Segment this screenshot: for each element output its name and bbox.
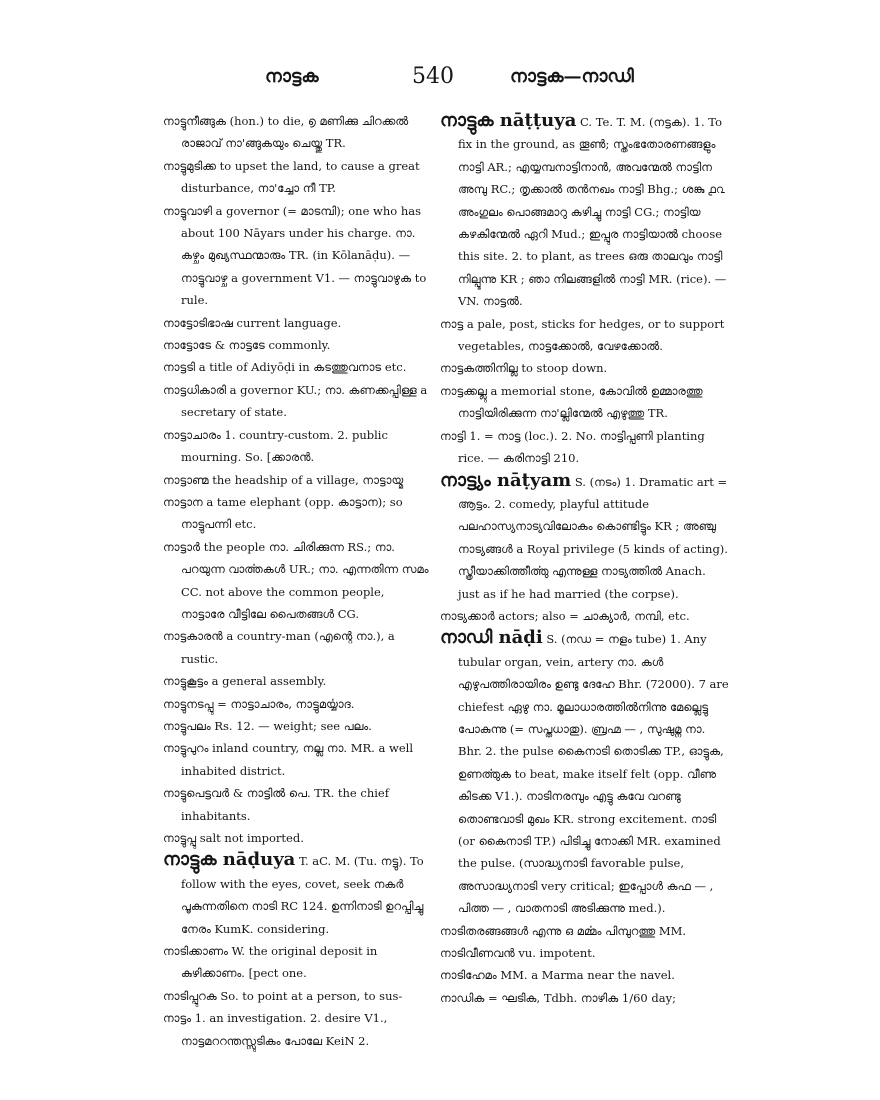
dictionary-entry bbox=[163, 469, 431, 491]
entry-text: നാട്ടകത്തിനില്ല to stoop down. bbox=[440, 361, 608, 376]
dictionary-entry bbox=[163, 356, 431, 378]
dictionary-entry bbox=[163, 715, 431, 737]
entry-text: നാട്ടകാരൻ a country-man (എന്റെ നാ.), a rustic. bbox=[163, 629, 395, 666]
dictionary-entry bbox=[163, 536, 431, 626]
entry-text: നാടിഹേമം MM. a Marma near the navel. bbox=[440, 968, 675, 983]
dictionary-entry bbox=[440, 313, 730, 358]
dictionary-entry bbox=[163, 985, 431, 1007]
dictionary-entry bbox=[163, 827, 431, 849]
entry-text: നാട്ടുപെട്ടവർ & നാട്ടിൽ പെ. TR. the chief inhabitants. bbox=[163, 786, 389, 823]
dictionary-entry bbox=[163, 334, 431, 356]
entry-text: T. aC. M. (Tu. നട്ടു). To follow with the eyes, covet, seek നകർ പൂകുന്നതിനെ നാടി RC 124. ഉന്നിനാടി ഉറപ്പിച്ചു നേരം KumK. considering. bbox=[181, 854, 424, 936]
entry-text: നാട്ടക്കല്ലു a memorial stone, കോവിൽ ഉമ്മാരത്തു നാട്ടിയിരിക്കുന്ന നാ'ല്ലിന്മേൽ എഴുത്തു TR. bbox=[440, 383, 703, 421]
dictionary-entry bbox=[440, 470, 730, 605]
entry-headword: നാട്ട്യം nāṭyam bbox=[440, 469, 572, 491]
dictionary-entry bbox=[440, 627, 730, 919]
dictionary-entry bbox=[163, 200, 431, 312]
entry-text: നാഡിക = ഘടിക, Tdbh. നാഴിക 1/60 day; bbox=[440, 990, 676, 1005]
dictionary-entry bbox=[163, 849, 431, 940]
dictionary-entry bbox=[440, 920, 730, 942]
entry-headword: നാഡി nāḍi bbox=[440, 627, 543, 649]
dictionary-entry bbox=[163, 940, 431, 985]
dictionary-entry bbox=[163, 312, 431, 334]
right-column bbox=[440, 110, 730, 1009]
entry-text: നാട്ടാർ the people നാ. ചിരിക്കുന്ന RS.; നാ. പറയുന്ന വാൎത്തകൾ UR.; നാ. എന്നതിന്ന സമം CC. not above the common people, നാട്ടാരേ വീട്ടിലേ പൈതങ്ങൾ CG. bbox=[163, 539, 429, 621]
dictionary-entry bbox=[440, 357, 730, 379]
dictionary-entry bbox=[163, 110, 431, 155]
entry-text: നാടിപ്പുറക So. to point at a person, to sus- bbox=[163, 988, 403, 1003]
dictionary-entry bbox=[163, 424, 431, 469]
dictionary-entry bbox=[163, 693, 431, 715]
entry-text: നാടിവീണവൻ vu. impotent. bbox=[440, 946, 596, 961]
dictionary-entry bbox=[163, 379, 431, 424]
dictionary-entry bbox=[163, 155, 431, 200]
dictionary-entry bbox=[440, 425, 730, 470]
entry-text: നാട്ടാണ്മ the headship of a village, നാട്ടായ്മ bbox=[163, 472, 404, 487]
entry-text: നാട്ടധികാരി a governor KU.; നാ. കണക്കപ്പിള്ള a secretary of state. bbox=[163, 382, 428, 420]
entry-text: നാടിക്കാണം W. the original deposit in കുഴിക്കാണം. [pect one. bbox=[163, 944, 378, 981]
dictionary-entry bbox=[163, 491, 431, 536]
entry-headword: നാട്ടുക nāḍuya bbox=[163, 849, 296, 871]
dictionary-entry bbox=[163, 670, 431, 692]
entry-text: നാട്ടുമുടിക്ക to upset the land, to cause a great disturbance, നാ'ച്ചോ നീ TP. bbox=[163, 158, 420, 196]
dictionary-entry bbox=[440, 987, 730, 1009]
entry-text: നാട്ടോടേ & നാട്ടടേ commonly. bbox=[163, 338, 331, 353]
entry-text: നാട്ടടി a title of Adiyōḍi in കടത്തുവനാട etc. bbox=[163, 360, 407, 375]
page-header bbox=[150, 64, 750, 94]
left-column bbox=[163, 110, 431, 1052]
entry-text: നാട്ടുനടപ്പു = നാട്ടാചാരം, നാട്ടുമൎയ്യാദ. bbox=[163, 696, 355, 711]
page-number: 540 bbox=[412, 64, 454, 89]
entry-text: നാട്ടാചാരം 1. country-custom. 2. public mourning. So. [ക്കാരൻ. bbox=[163, 427, 388, 465]
entry-text: നാടിതരങ്ങങ്ങൾ എന്നു ഒ മൎമ്മം പിമ്പുറത്തു MM. bbox=[440, 923, 687, 938]
entry-text: നാട്ടുപലം Rs. 12. — weight; see പലം. bbox=[163, 718, 372, 733]
entry-text: നാട്യക്കാർ actors; also = ചാക്യാർ, നമ്പി, etc. bbox=[440, 608, 690, 623]
entry-text: S. (നടം) 1. Dramatic art = ആട്ടം. 2. comedy, playful attitude പലഹാസ്യനാട്യവിലോകം കൊണ്ടിട്ടും KR ; അഞ്ചു നാട്യങ്ങൾ a Royal privilege (5 kinds of acting). സ്ത്രീയാക്കിത്തീൎത്തു എന്നുള്ള നാട്യത്തിൽ Anach. just as if he had married (the corpse). bbox=[458, 474, 728, 601]
entry-text: നാട്ട a pale, post, sticks for hedges, or to support vegetables, നാട്ടക്കോൽ, വേഴക്കോൽ. bbox=[440, 316, 725, 354]
entry-text: നാട്ടി 1. = നാട്ട (loc.). 2. No. നാട്ടിപ്പണി planting rice. — കരിനാട്ടി 210. bbox=[440, 428, 705, 466]
dictionary-entry bbox=[440, 110, 730, 313]
entry-text: നാട്ടുവാഴി a governor (= മാടമ്പി); one who has about 100 Nāyars under his charge. നാ. കഴ്ചം മുഖ്യസ്ഥന്മാരും TR. (in Kōlanāḍu). — നാട്ടുവാഴ്ച a government V1. — നാട്ടുവാഴുക to rule. bbox=[163, 203, 427, 308]
entry-text: നാട്ടാന a tame elephant (opp. കാട്ടാന); so നാട്ടുപന്നി etc. bbox=[163, 494, 403, 532]
entry-text: S. (നഡ = നളം tube) 1. Any tubular organ, vein, artery നാ. കൾ എഴുപത്തിരായിരം ഉണ്ടു ദേഹേ Bhr. (72000). 7 are chiefest ഏഴു നാ. മൂലാധാരത്തിൽനിന്നു മേല്ലെട്ടു പോകുന്നു (= സപ്തധാതു). ബ്രഹ്മ — , സുഷുമ്ന നാ. Bhr. 2. the pulse കൈനാടി തൊടിക്ക TP., ഓട്ടുക, ഉണൎത്തുക to beat, make itself felt (opp. വീണു കിടക്ക V1.). നാടിനരമ്പും എട്ടു കവേ വറണ്ടു തൊണ്ടവാടി മുഖം KR. strong excitement. നാടി (or കൈനാടി TP.) പിടിച്ചു നോക്കി MR. examined the pulse. (സാദ്ധ്യനാടി favorable pulse, അസാദ്ധ്യനാടി very critical; ഇപ്പോൾ കഫ — , പിത്ത — , വാതനാടി അടിക്കുന്നു med.). bbox=[458, 632, 729, 916]
dictionary-entry bbox=[440, 942, 730, 964]
dictionary-entry bbox=[163, 1007, 431, 1052]
dictionary-entry bbox=[163, 737, 431, 782]
entry-headword: നാട്ടുക nāṭṭuya bbox=[440, 110, 577, 131]
dictionary-entry bbox=[163, 625, 431, 670]
dictionary-entry bbox=[440, 964, 730, 986]
entry-text: നാട്ടം 1. an investigation. 2. desire V1., നാട്ടമററന്തസ്സുടികം പോലേ KeiN 2. bbox=[163, 1011, 388, 1048]
dictionary-entry bbox=[163, 782, 431, 827]
entry-text: നാട്ടുപ്പു salt not imported. bbox=[163, 831, 304, 845]
header-left-keyword: നാട്ടക bbox=[265, 66, 319, 87]
entry-text: നാട്ടുപുറം inland country, നല്ല നാ. MR. a well inhabited district. bbox=[163, 741, 413, 778]
entry-text: നാട്ടുകൂട്ടം a general assembly. bbox=[163, 674, 327, 689]
header-right-range: നാട്ടക—നാഡി bbox=[510, 66, 634, 87]
dictionary-entry bbox=[440, 380, 730, 425]
entry-text: നാട്ടോടിഭാഷ current language. bbox=[163, 315, 342, 330]
entry-text: C. Te. T. M. (നട്ടക). 1. To fix in the ground, as തൂൺ; സ്തംഭതോരണങ്ങളും നാട്ടി AR.; എയ്യമ്പനാട്ടിനാൻ, അവന്മേൽ നാട്ടിന അമ്പു RC.; തൃക്കാൽ തൻനഖം നാട്ടി Bhg.; ശങ്കു ൧൨ അംഗുലം പൊങ്ങമാറു കഴിച്ചു നാട്ടി CG.; നാട്ടിയ കഴകിന്മേൽ ഏറി Mud.; ഇപ്പുര നാട്ടിയാൽ choose this site. 2. to plant, as trees ഒരു താലവും നാട്ടി നില്പൂന്നു KR ; ഞാ നിലങ്ങളിൽ നാട്ടി MR. (rice). — VN. നാട്ടൽ. bbox=[458, 115, 727, 309]
dictionary-entry bbox=[440, 605, 730, 627]
entry-text: നാട്ടുനീങ്ങുക (hon.) to die, ൭ മണിക്കു ചിറക്കൽ രാജാവ് നാ'ങ്ങുകയും ചെയ്തു TR. bbox=[163, 114, 409, 151]
